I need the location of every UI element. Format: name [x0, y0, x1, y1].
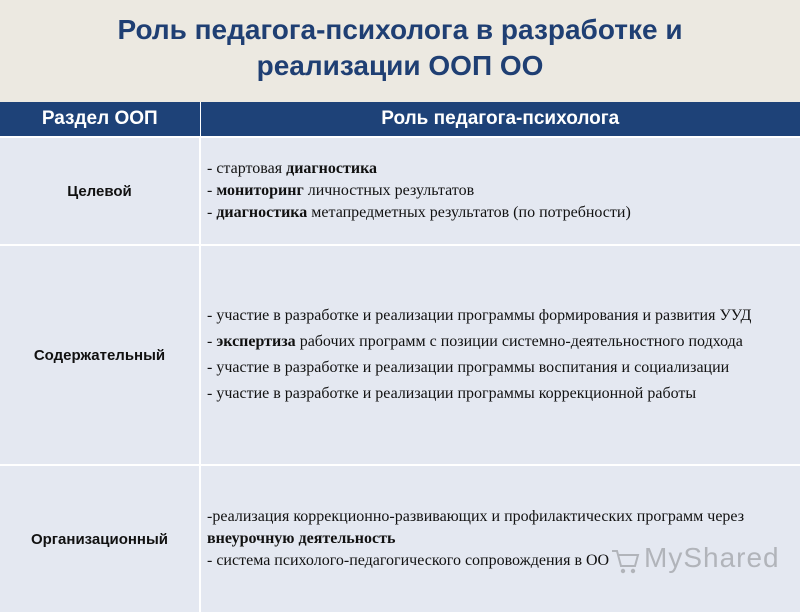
table-row [0, 245, 800, 465]
role-item: - экспертиза рабочих программ с позиции системно-деятельностного подхода [207, 333, 743, 350]
column-header-section: Раздел ООП [0, 102, 200, 137]
section-cell: Целевой [0, 137, 200, 245]
title-band [0, 0, 800, 102]
title-line-1: Роль педагога-психолога в разработке и [117, 14, 683, 45]
roles-cell [200, 137, 800, 245]
role-item: - стартовая диагностика [207, 160, 378, 177]
title-line-2: реализации ООП ОО [256, 50, 544, 81]
section-cell: Организационный [0, 465, 200, 612]
role-item: - участие в разработке и реализации программы воспитания и социализации [207, 359, 730, 376]
page-title [0, 12, 800, 84]
table-row [0, 465, 800, 612]
role-item: - система психолого-педагогического сопровождения в ОО [207, 552, 610, 569]
watermark-text: MyShared [644, 542, 780, 573]
role-item: - участие в разработке и реализации программы формирования и развития УУД [207, 307, 752, 324]
roles-cell [200, 245, 800, 465]
role-item: - участие в разработке и реализации программы коррекционной работы [207, 385, 697, 402]
table-header-row [0, 102, 800, 137]
role-item: -реализация коррекционно-развивающих и профилактических программ через внеурочную деятельность [207, 508, 745, 547]
roles-cell [200, 465, 800, 612]
role-item: - мониторинг личностных результатов [207, 182, 475, 199]
role-table [0, 102, 800, 612]
column-header-role: Роль педагога-психолога [200, 102, 800, 137]
table-row [0, 137, 800, 245]
section-cell: Содержательный [0, 245, 200, 465]
role-item: - диагностика метапредметных результатов (по потребности) [207, 204, 631, 221]
